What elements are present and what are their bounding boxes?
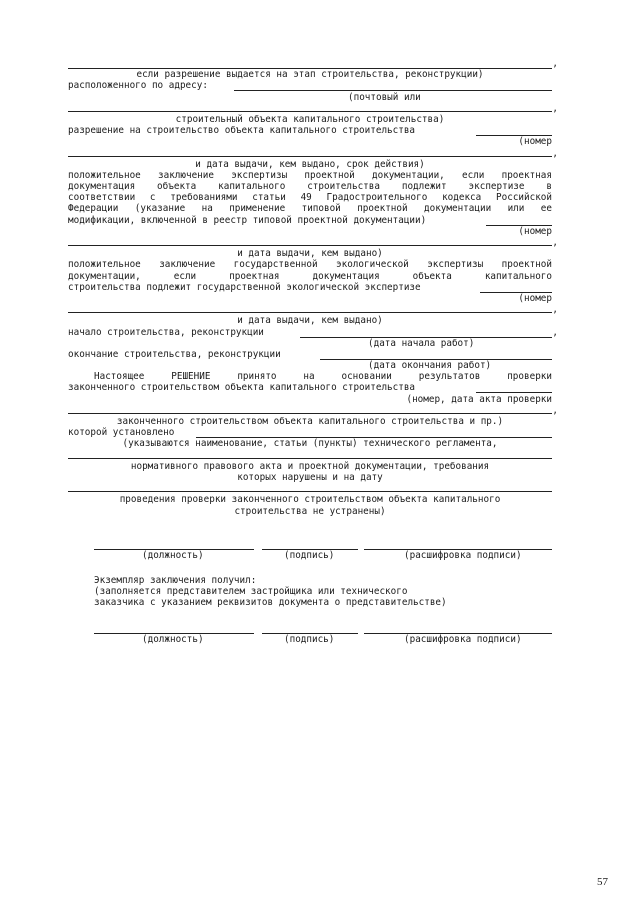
blank-line <box>68 237 558 248</box>
decision-text: законченного строительством объекта капитального строительства <box>68 382 416 394</box>
end-row <box>68 349 552 360</box>
comma: , <box>552 326 558 338</box>
document-body <box>68 58 558 645</box>
blank-line <box>68 102 558 114</box>
caption: (номер, дата акта проверки <box>406 393 552 405</box>
signature-lines <box>68 623 552 634</box>
caption-row <box>68 92 552 103</box>
signature-captions <box>68 634 552 645</box>
caption: (указываются наименование, статьи (пункты) технического регламента, <box>122 438 498 450</box>
comma: , <box>552 102 558 114</box>
comma: , <box>552 58 558 69</box>
blank-line <box>68 147 558 159</box>
decoding-caption: (расшифровка подписи) <box>404 549 522 561</box>
paragraph-line: соответствии с требованиями статьи 49 Градостроительного кодекса Российской <box>68 192 552 204</box>
caption: нормативного правового акта и проектной документации, требования <box>130 460 490 472</box>
decision-line: Настоящее РЕШЕНИЕ принято на основании результатов проверки <box>94 371 552 383</box>
caption: (дата окончания работ) <box>368 360 492 372</box>
signature-caption: (подпись) <box>284 633 335 645</box>
caption: если разрешение выдается на этап строительства, реконструкции) <box>136 69 484 81</box>
decision-line <box>68 382 552 393</box>
caption: (номер <box>518 225 552 237</box>
established-label: которой установлено <box>68 427 175 439</box>
blank-line <box>68 483 552 494</box>
paragraph-line: документация объекта капитального строительства подлежит экспертизе в <box>68 181 552 193</box>
permit-row <box>68 125 552 136</box>
signature-lines <box>68 539 552 550</box>
start-label: начало строительства, реконструкции <box>68 326 264 338</box>
caption: проведения проверки законченного строительством объекта капитального <box>119 494 501 506</box>
caption: строительства не устранены) <box>234 505 386 517</box>
page-number: 57 <box>597 876 608 888</box>
decoding-caption: (расшифровка подписи) <box>404 633 522 645</box>
caption: строительный объекта капитального строительства) <box>175 113 445 125</box>
blank-line <box>68 404 558 416</box>
established-row <box>68 427 552 438</box>
receipt-note: (заполняется представителем застройщика или технического <box>94 586 408 598</box>
start-row <box>68 326 558 338</box>
blank-line <box>68 304 558 316</box>
caption: и дата выдачи, кем выдано) <box>237 248 383 260</box>
caption-row <box>68 360 552 371</box>
paragraph-line: документации, если проектная документация объекта капитального <box>68 270 552 282</box>
caption: (номер <box>518 136 552 148</box>
permit-label: разрешение на строительство объекта капитального строительства <box>68 125 416 137</box>
caption: (почтовый или <box>348 91 421 103</box>
blank-line <box>68 450 552 461</box>
paragraph-line: Федерации (указание на применение типовой проектной документации или ее <box>68 203 552 215</box>
paragraph-line: положительное заключение экспертизы проектной документации, если проектная <box>68 169 552 181</box>
comma: , <box>552 404 558 416</box>
paragraph-line <box>68 215 552 226</box>
paragraph-line <box>68 282 552 293</box>
address-label: расположенного по адресу: <box>68 80 208 92</box>
signature-captions <box>68 550 552 561</box>
address-row <box>68 80 552 91</box>
blank-line <box>68 58 558 69</box>
comma: , <box>552 304 558 316</box>
end-label: окончание строительства, реконструкции <box>68 348 281 360</box>
comma: , <box>552 237 558 248</box>
caption: (номер <box>518 292 552 304</box>
caption: и дата выдачи, кем выдано, срок действия) <box>195 158 425 170</box>
signature-caption: (подпись) <box>284 549 335 561</box>
caption: которых нарушены и на дату <box>237 471 383 483</box>
position-caption: (должность) <box>142 633 204 645</box>
paragraph-line: положительное заключение государственной экологической экспертизы проектной <box>68 259 552 271</box>
receipt-note: заказчика с указанием реквизитов документа о представительстве) <box>94 597 447 609</box>
caption: законченного строительством объекта капитального строительства и пр.) <box>116 416 504 427</box>
position-caption: (должность) <box>142 549 204 561</box>
caption: и дата выдачи, кем выдано) <box>237 315 383 327</box>
caption: (дата начала работ) <box>368 337 475 349</box>
paragraph-text: модификации, включенной в реестр типовой проектной документации) <box>68 214 427 226</box>
receipt-title: Экземпляр заключения получил: <box>94 575 257 587</box>
comma: , <box>552 147 558 159</box>
paragraph-text: строительства подлежит государственной экологической экспертизе <box>68 281 421 293</box>
caption-row <box>68 338 552 349</box>
